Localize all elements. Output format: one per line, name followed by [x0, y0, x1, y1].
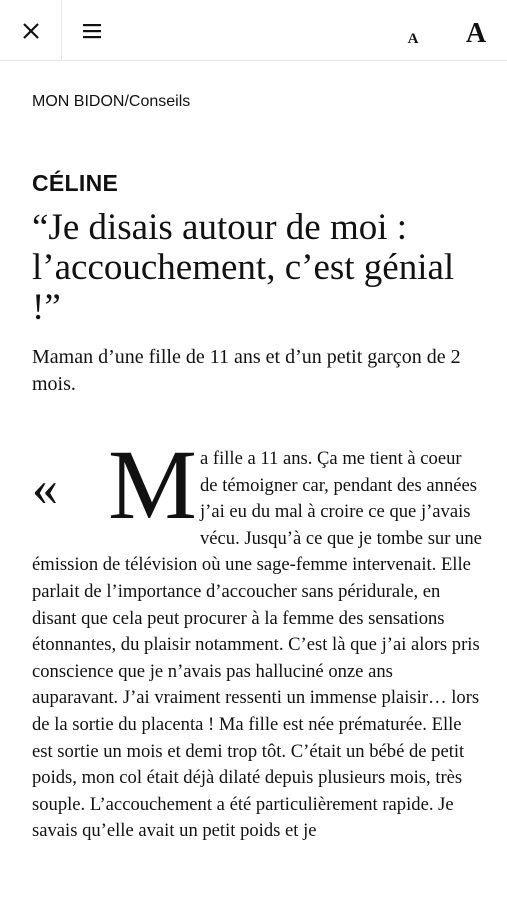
article-body — [32, 429, 482, 845]
article-body-paragraph: a fille a 11 ans. Ça me tient à coeur de témoigner car, pendant des années j’ai eu du mal à croire ce que j’avais vécu. Jusqu’à ce que je tombe sur une émission de télévision où une sage-femme intervenait. Elle parlait de l’importance d’accoucher sans péridurale, en disant que cela peut procurer à la femme des sensations étonnantes, du plaisir notamment. C’est là que j’ai alors pris conscience que je n’avais pas halluciné onze ans auparavant. J’ai vraiment ressenti un immense plaisir… lors de la sortie du placenta ! Ma fille est née prématurée. Elle est sortie un mois et demi trop tôt. C’était un bébé de petit poids, mon col était déjà dilaté depuis plusieurs mois, très souple. L’accouchement a été particulièrement rapide. Je savais qu’elle avait un petit poids et je — [32, 448, 482, 842]
drop-cap-letter: M — [108, 429, 197, 540]
top-toolbar — [0, 0, 507, 61]
drop-cap-block — [32, 429, 200, 540]
close-icon — [22, 22, 40, 40]
close-button[interactable] — [0, 0, 62, 61]
menu-button[interactable] — [62, 0, 122, 61]
opening-quote-mark: « — [32, 460, 58, 517]
hamburger-menu-icon — [82, 23, 102, 39]
decrease-font-size-button[interactable]: A — [407, 31, 419, 47]
article-kicker: CÉLINE — [32, 170, 119, 196]
article-headline: “Je disais autour de moi : l’accouchement, c’est génial !” — [32, 207, 455, 328]
breadcrumb[interactable]: MON BIDON/Conseils — [32, 93, 191, 110]
article-subtitle: Maman d’une fille de 11 ans et d’un petit garçon de 2 mois. — [32, 346, 461, 395]
increase-font-size-button[interactable]: A — [465, 18, 487, 49]
